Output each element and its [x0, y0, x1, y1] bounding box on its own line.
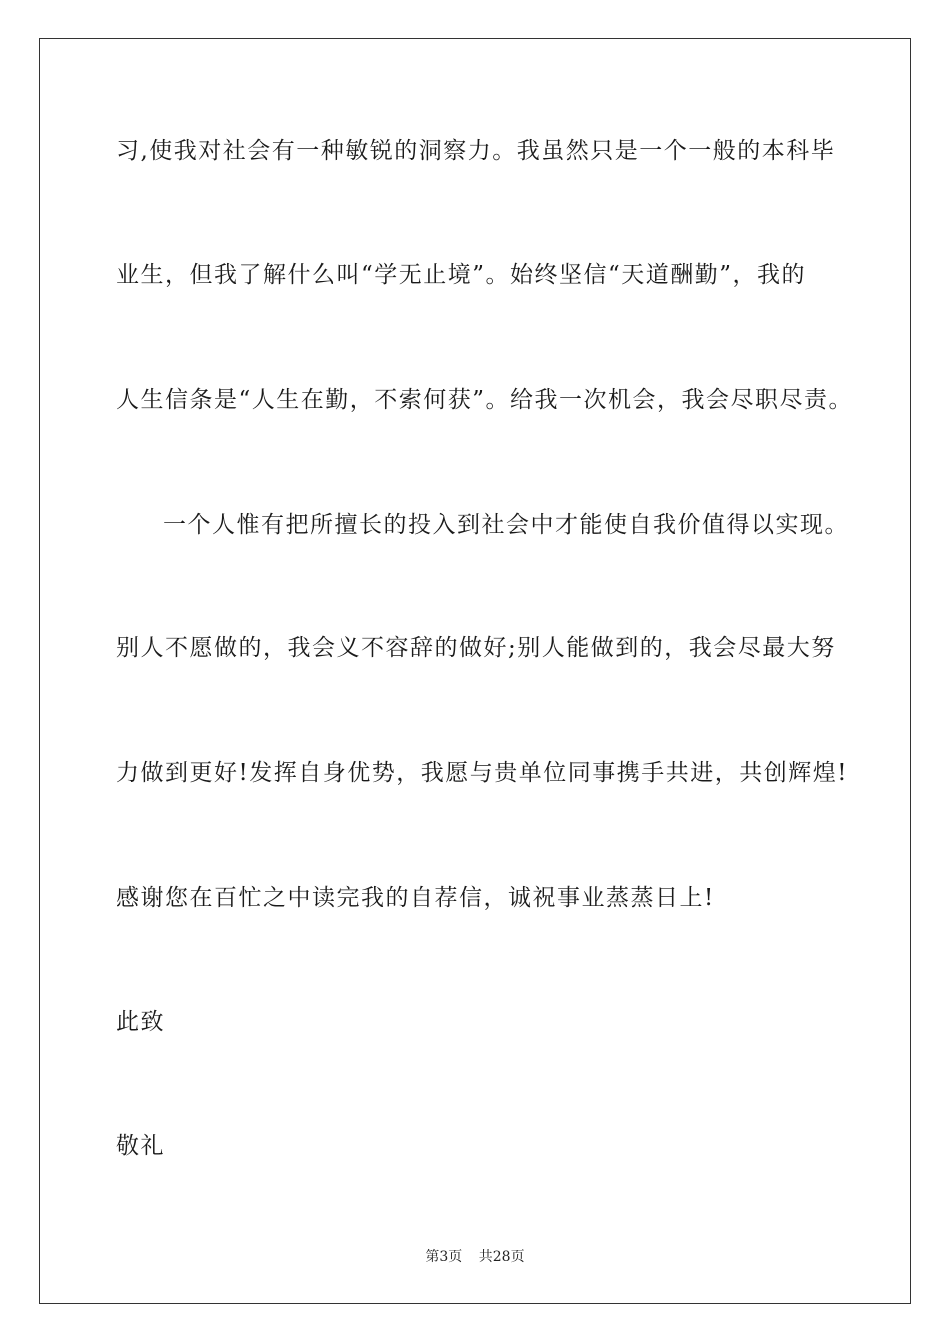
text-line: 业生，但我了解什么叫“学无止境”。始终坚信“天道酬勤”，我的	[116, 262, 807, 288]
text-line: 感谢您在百忙之中读完我的自荐信，诚祝事业蒸蒸日上!	[116, 885, 715, 911]
page-number: 第3页	[425, 1249, 463, 1265]
closing-line: 此致	[116, 1009, 165, 1035]
page-footer	[0, 1248, 950, 1266]
text-line-indented: 一个人惟有把所擅长的投入到社会中才能使自我价值得以实现。	[163, 512, 849, 538]
page-border	[39, 38, 911, 1304]
total-pages: 共28页	[478, 1249, 525, 1265]
text-line: 力做到更好!发挥自身优势，我愿与贵单位同事携手共进，共创辉煌!	[116, 760, 848, 786]
text-line: 习,使我对社会有一种敏锐的洞察力。我虽然只是一个一般的本科毕	[116, 138, 836, 164]
text-line: 别人不愿做的，我会义不容辞的做好;别人能做到的，我会尽最大努	[116, 635, 836, 661]
text-line: 人生信条是“人生在勤，不索何获”。给我一次机会，我会尽职尽责。	[116, 387, 854, 413]
closing-line: 敬礼	[116, 1133, 165, 1159]
